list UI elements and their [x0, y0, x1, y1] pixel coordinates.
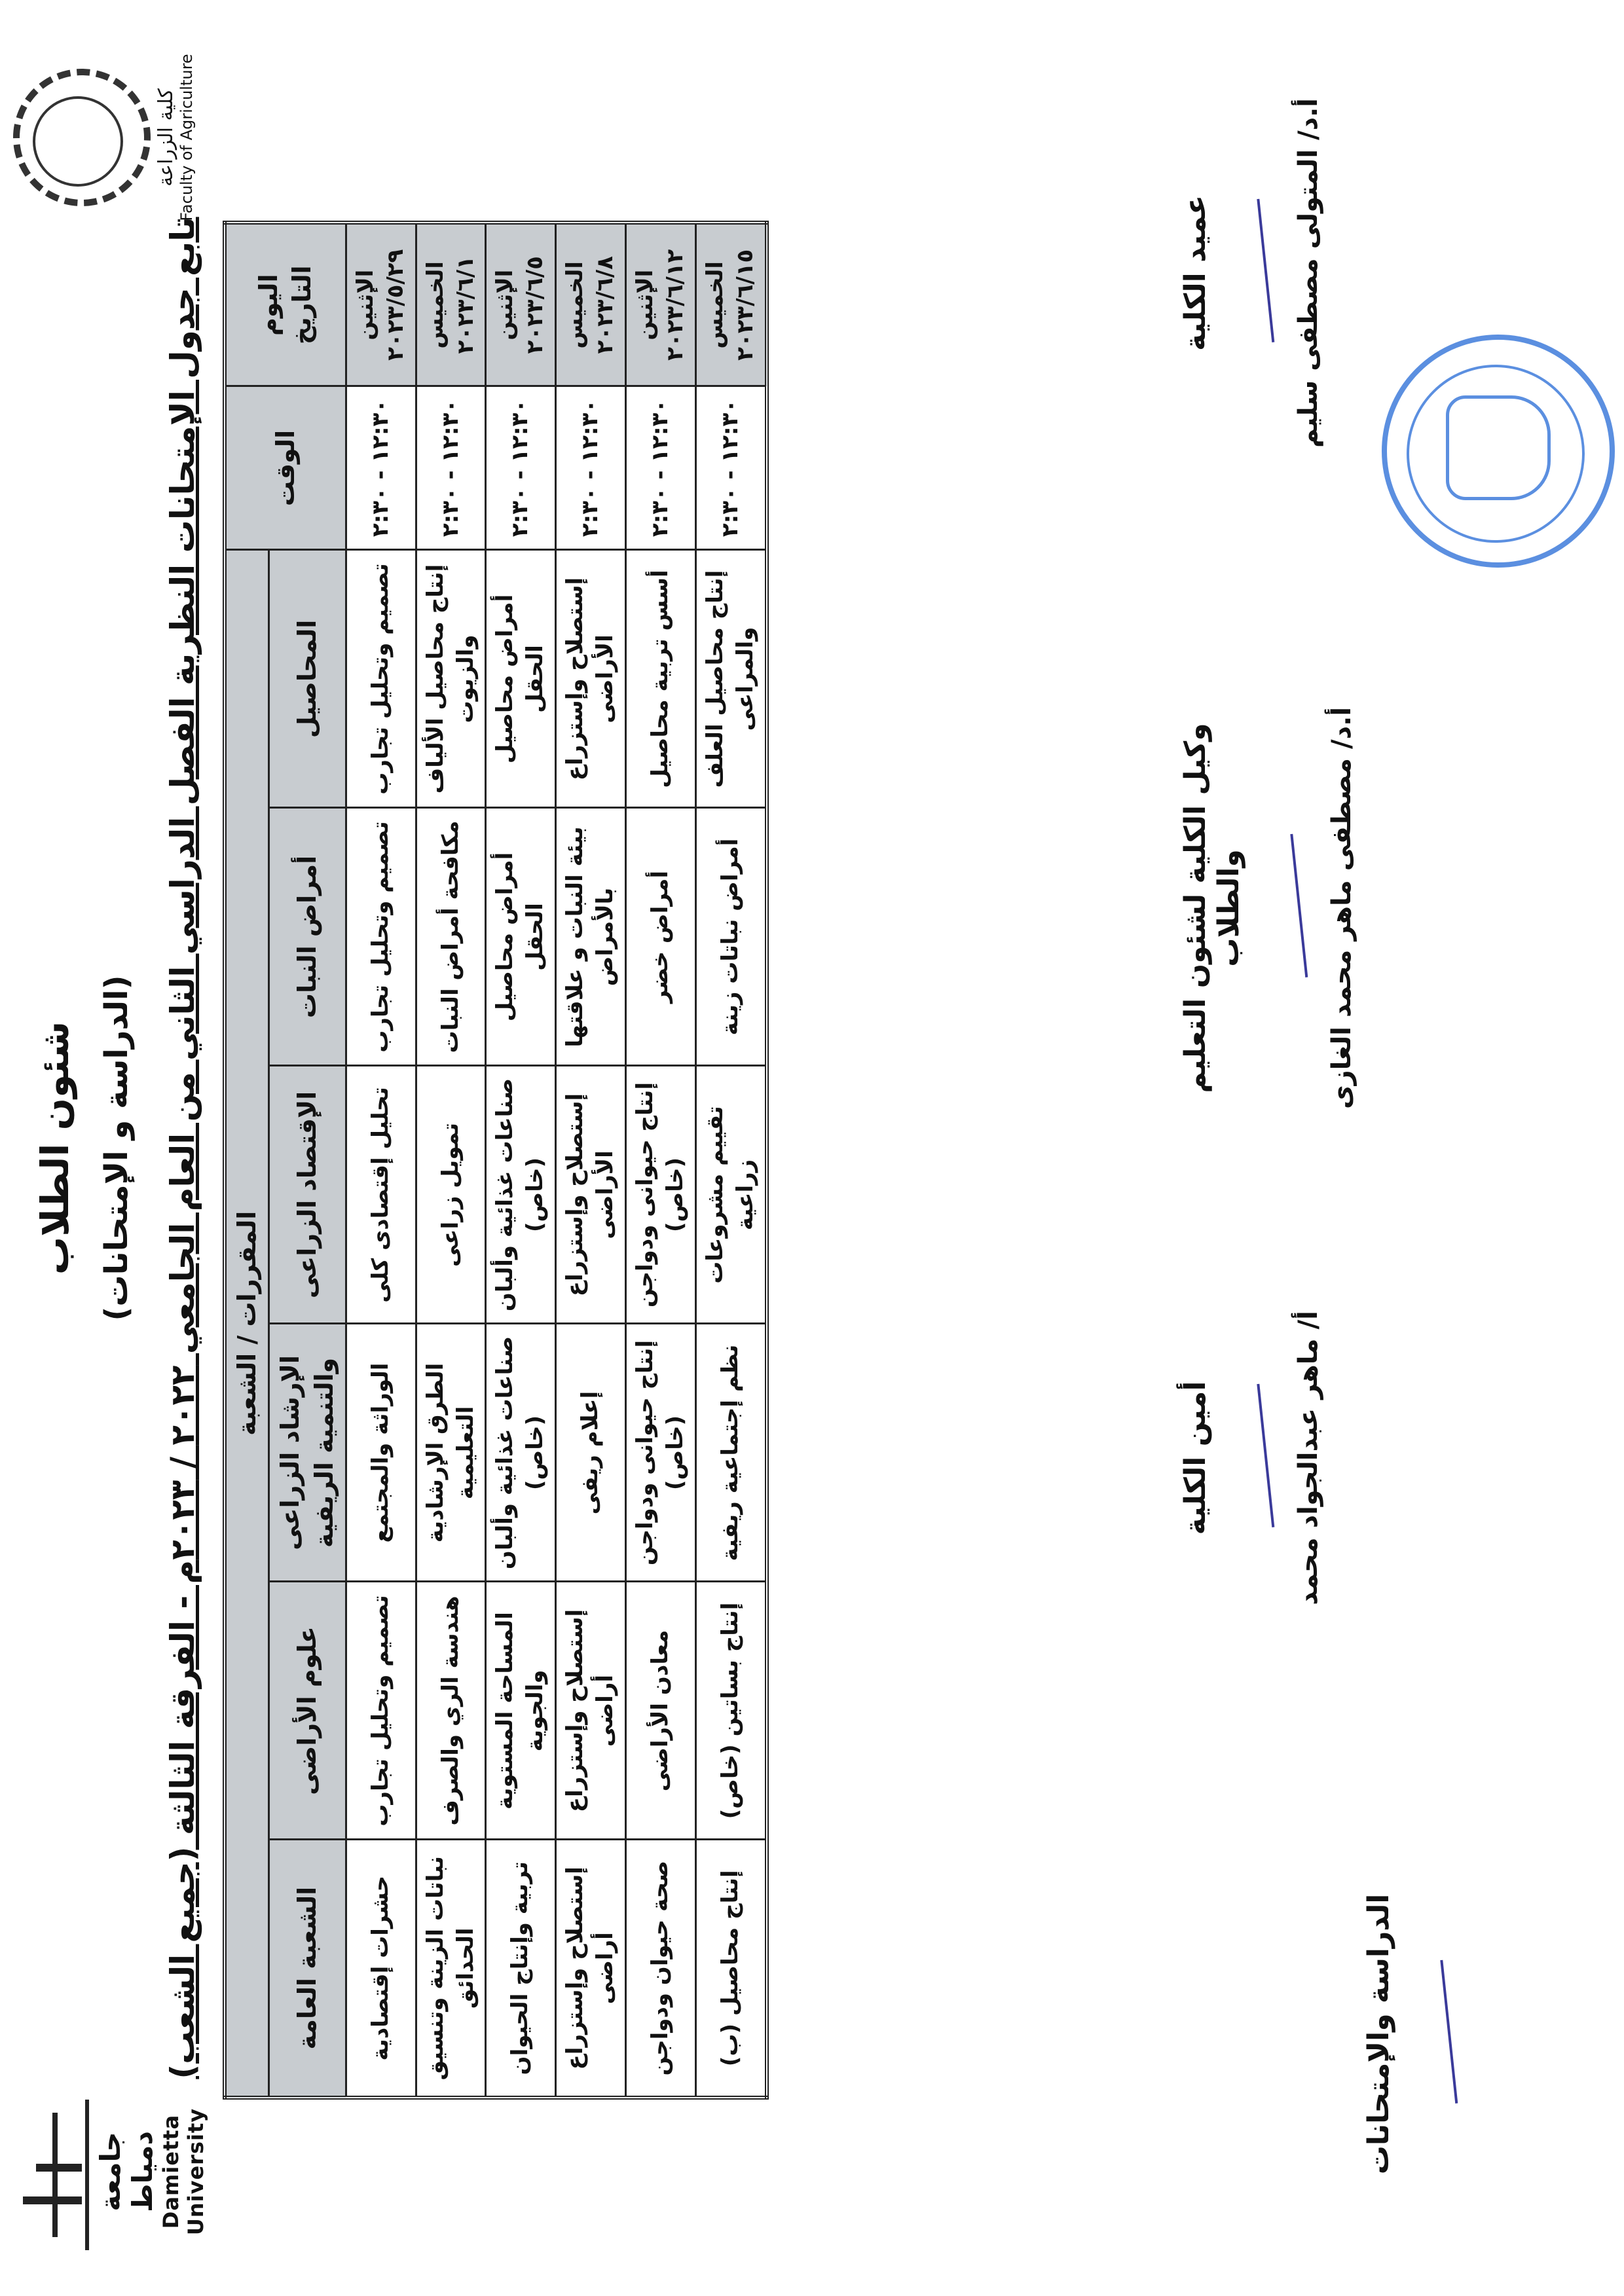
time-cell: ١٢:٣٠ - ٢:٣٠ — [346, 386, 416, 550]
course-cell: تحليل إقتصادى كلى — [346, 1066, 416, 1324]
course-cell: إستصلاح وإستزراع الأراضى — [556, 550, 626, 808]
course-cell: مكافحة أمراض النبات — [416, 808, 486, 1066]
course-cell: بيئة النبات و علاقتها بالأمراض — [556, 808, 626, 1066]
course-cell: إنتاج محاصيل الألياف والزيوت — [416, 550, 486, 808]
time-cell: ١٢:٣٠ - ٢:٣٠ — [556, 386, 626, 550]
table-row — [695, 223, 766, 2098]
header-date: التاريخ — [287, 265, 317, 345]
course-cell: أمراض محاصيل الحقل — [486, 550, 556, 808]
table-header-row — [225, 223, 269, 2098]
signature-secretary — [1179, 1262, 1323, 1654]
course-cell: إنتاج محاصيل العلف والمراعى — [695, 550, 766, 808]
table-row — [486, 223, 556, 2098]
date-label: ٢٠٢٣/٦/٥ — [522, 256, 549, 354]
course-cell: إنتاج بساتين (خاص) — [695, 1582, 766, 1840]
university-name-ar: جامعة دمياط — [94, 2130, 158, 2213]
day-date-cell — [486, 223, 556, 386]
signature-exams — [1362, 1851, 1450, 2217]
course-cell: الطرق الإرشادية التعليمية — [416, 1324, 486, 1582]
course-cell: نباتات الزينة وتنسيق الحدائق — [416, 1840, 486, 2098]
university-name-en: Damietta University — [158, 2107, 208, 2236]
course-cell: تقييم مشروعات زراعية — [695, 1066, 766, 1324]
division-header: أمراض النبات — [269, 808, 346, 1066]
table-row — [626, 223, 696, 2098]
signature-role: الدراسة والإمتحانات — [1362, 1893, 1395, 2175]
course-cell: نظم إجتماعية ريفية — [695, 1324, 766, 1582]
day-label: الإثنين — [352, 269, 378, 340]
day-date-cell — [626, 223, 696, 386]
day-label: الخميس — [422, 261, 449, 349]
time-cell: ١٢:٣٠ - ٢:٣٠ — [626, 386, 696, 550]
header-day-date — [225, 223, 346, 386]
signature-role: أمين الكلية — [1179, 1381, 1212, 1535]
division-header: الشعبة العامة — [269, 1840, 346, 2098]
date-label: ٢٠٢٣/٦/١ — [452, 256, 479, 354]
course-cell: تصميم وتحليل تجارب — [346, 1582, 416, 1840]
course-cell: هندسة الري والصرف — [416, 1582, 486, 1840]
course-cell: تصميم وتحليل تجارب — [346, 550, 416, 808]
course-cell: إستصلاح وإستزراع الأراضى — [556, 1066, 626, 1324]
table-row — [416, 223, 486, 2098]
signature-dean — [1179, 70, 1323, 476]
course-cell: حشرات إقتصادية — [346, 1840, 416, 2098]
header-time: الوقت — [225, 386, 346, 550]
page-title: تابع جدول الإمتحانات النظرية الفصل الدراسي الثاني من العام الجامعي ٢٠٢٢ / ٢٠٢٣م - الفرقة الثالثة (جميع الشعب) — [164, 217, 202, 2079]
division-header: علوم الأراضى — [269, 1582, 346, 1840]
course-cell: إستصلاح وإستزراع أراضى — [556, 1840, 626, 2098]
division-header: الإقتصاد الزراعى — [269, 1066, 346, 1324]
day-date-cell — [695, 223, 766, 386]
course-cell: صناعات غذائية وألبان (خاص) — [486, 1324, 556, 1582]
exam-schedule-table — [223, 221, 769, 2100]
table-row — [556, 223, 626, 2098]
day-date-cell — [346, 223, 416, 386]
table-row — [346, 223, 416, 2098]
course-cell: إنتاج حيوانى ودواجن (خاص) — [626, 1324, 696, 1582]
day-date-cell — [416, 223, 486, 386]
header-day: اليوم — [254, 274, 284, 336]
signature-role: عميد الكلية — [1179, 194, 1212, 352]
date-label: ٢٠٢٣/٦/١٢ — [661, 249, 688, 361]
course-cell: إعلام ريفى — [556, 1324, 626, 1582]
course-cell: أسس تربية محاصيل — [626, 550, 696, 808]
day-label: الإثنين — [632, 269, 659, 340]
course-cell: تربية وإنتاج الحيوان — [486, 1840, 556, 2098]
header-group: المقررات / الشعبة — [225, 550, 269, 2098]
signature-vice-dean — [1179, 672, 1357, 1144]
course-cell: المساحة المستوية والجوية — [486, 1582, 556, 1840]
time-cell: ١٢:٣٠ - ٢:٣٠ — [486, 386, 556, 550]
day-label: الخميس — [562, 261, 589, 349]
time-cell: ١٢:٣٠ - ٢:٣٠ — [416, 386, 486, 550]
faculty-name-ar: كلية الزراعة — [155, 88, 177, 187]
date-label: ٢٠٢٣/٦/١٥ — [731, 249, 758, 361]
signature-scribble — [1211, 1384, 1275, 1533]
signature-scribble — [1395, 1960, 1458, 2109]
signature-name: أ.د/ مصطفى ماهر محمد الغازى — [1327, 706, 1357, 1110]
faculty-stamp-icon — [1382, 335, 1615, 568]
course-cell: معادن الأراضى — [626, 1582, 696, 1840]
signature-role: وكيل الكلية لشئون التعليم والطلاب — [1179, 723, 1246, 1093]
course-cell: إنتاج حيوانى ودواجن (خاص) — [626, 1066, 696, 1324]
division-header: الإرشاد الزراعى والتنمية الريفية — [269, 1324, 346, 1582]
course-cell: الوراثة والمجتمع — [346, 1324, 416, 1582]
time-cell: ١٢:٣٠ - ٢:٣٠ — [695, 386, 766, 550]
date-label: ٢٠٢٣/٥/٢٩ — [382, 249, 409, 361]
date-label: ٢٠٢٣/٦/٨ — [592, 256, 619, 354]
course-cell: أمراض نباتات زينة — [695, 808, 766, 1066]
day-date-cell — [556, 223, 626, 386]
department-title: شئون الطلاب — [33, 1021, 77, 1275]
signature-scribble — [1245, 834, 1308, 983]
signature-scribble — [1211, 199, 1275, 348]
course-cell: تمويل زراعى — [416, 1066, 486, 1324]
day-label: الخميس — [701, 261, 728, 349]
day-label: الإثنين — [492, 269, 519, 340]
department-subtitle: (الدراسة و الإمتحانات) — [98, 975, 135, 1321]
course-cell: صحة حيوان ودواجن — [626, 1840, 696, 2098]
course-cell: إستصلاح وإستزراع أراضى — [556, 1582, 626, 1840]
course-cell: صناعات غذائية وألبان (خاص) — [486, 1066, 556, 1324]
course-cell: إنتاج محاصيل (ب) — [695, 1840, 766, 2098]
division-header: المحاصيل — [269, 550, 346, 808]
course-cell: أمراض خضر — [626, 808, 696, 1066]
signature-name: أ/ ماهر عبدالجواد محمد — [1293, 1311, 1323, 1605]
course-cell: تصميم وتحليل تجارب — [346, 808, 416, 1066]
eagle-emblem-icon — [1446, 395, 1551, 500]
signature-name: أ.د/ المتولى مصطفى سليم — [1293, 98, 1323, 448]
course-cell: أمراض محاصيل الحقل — [486, 808, 556, 1066]
faculty-name-en: Faculty of Agriculture — [177, 54, 196, 221]
